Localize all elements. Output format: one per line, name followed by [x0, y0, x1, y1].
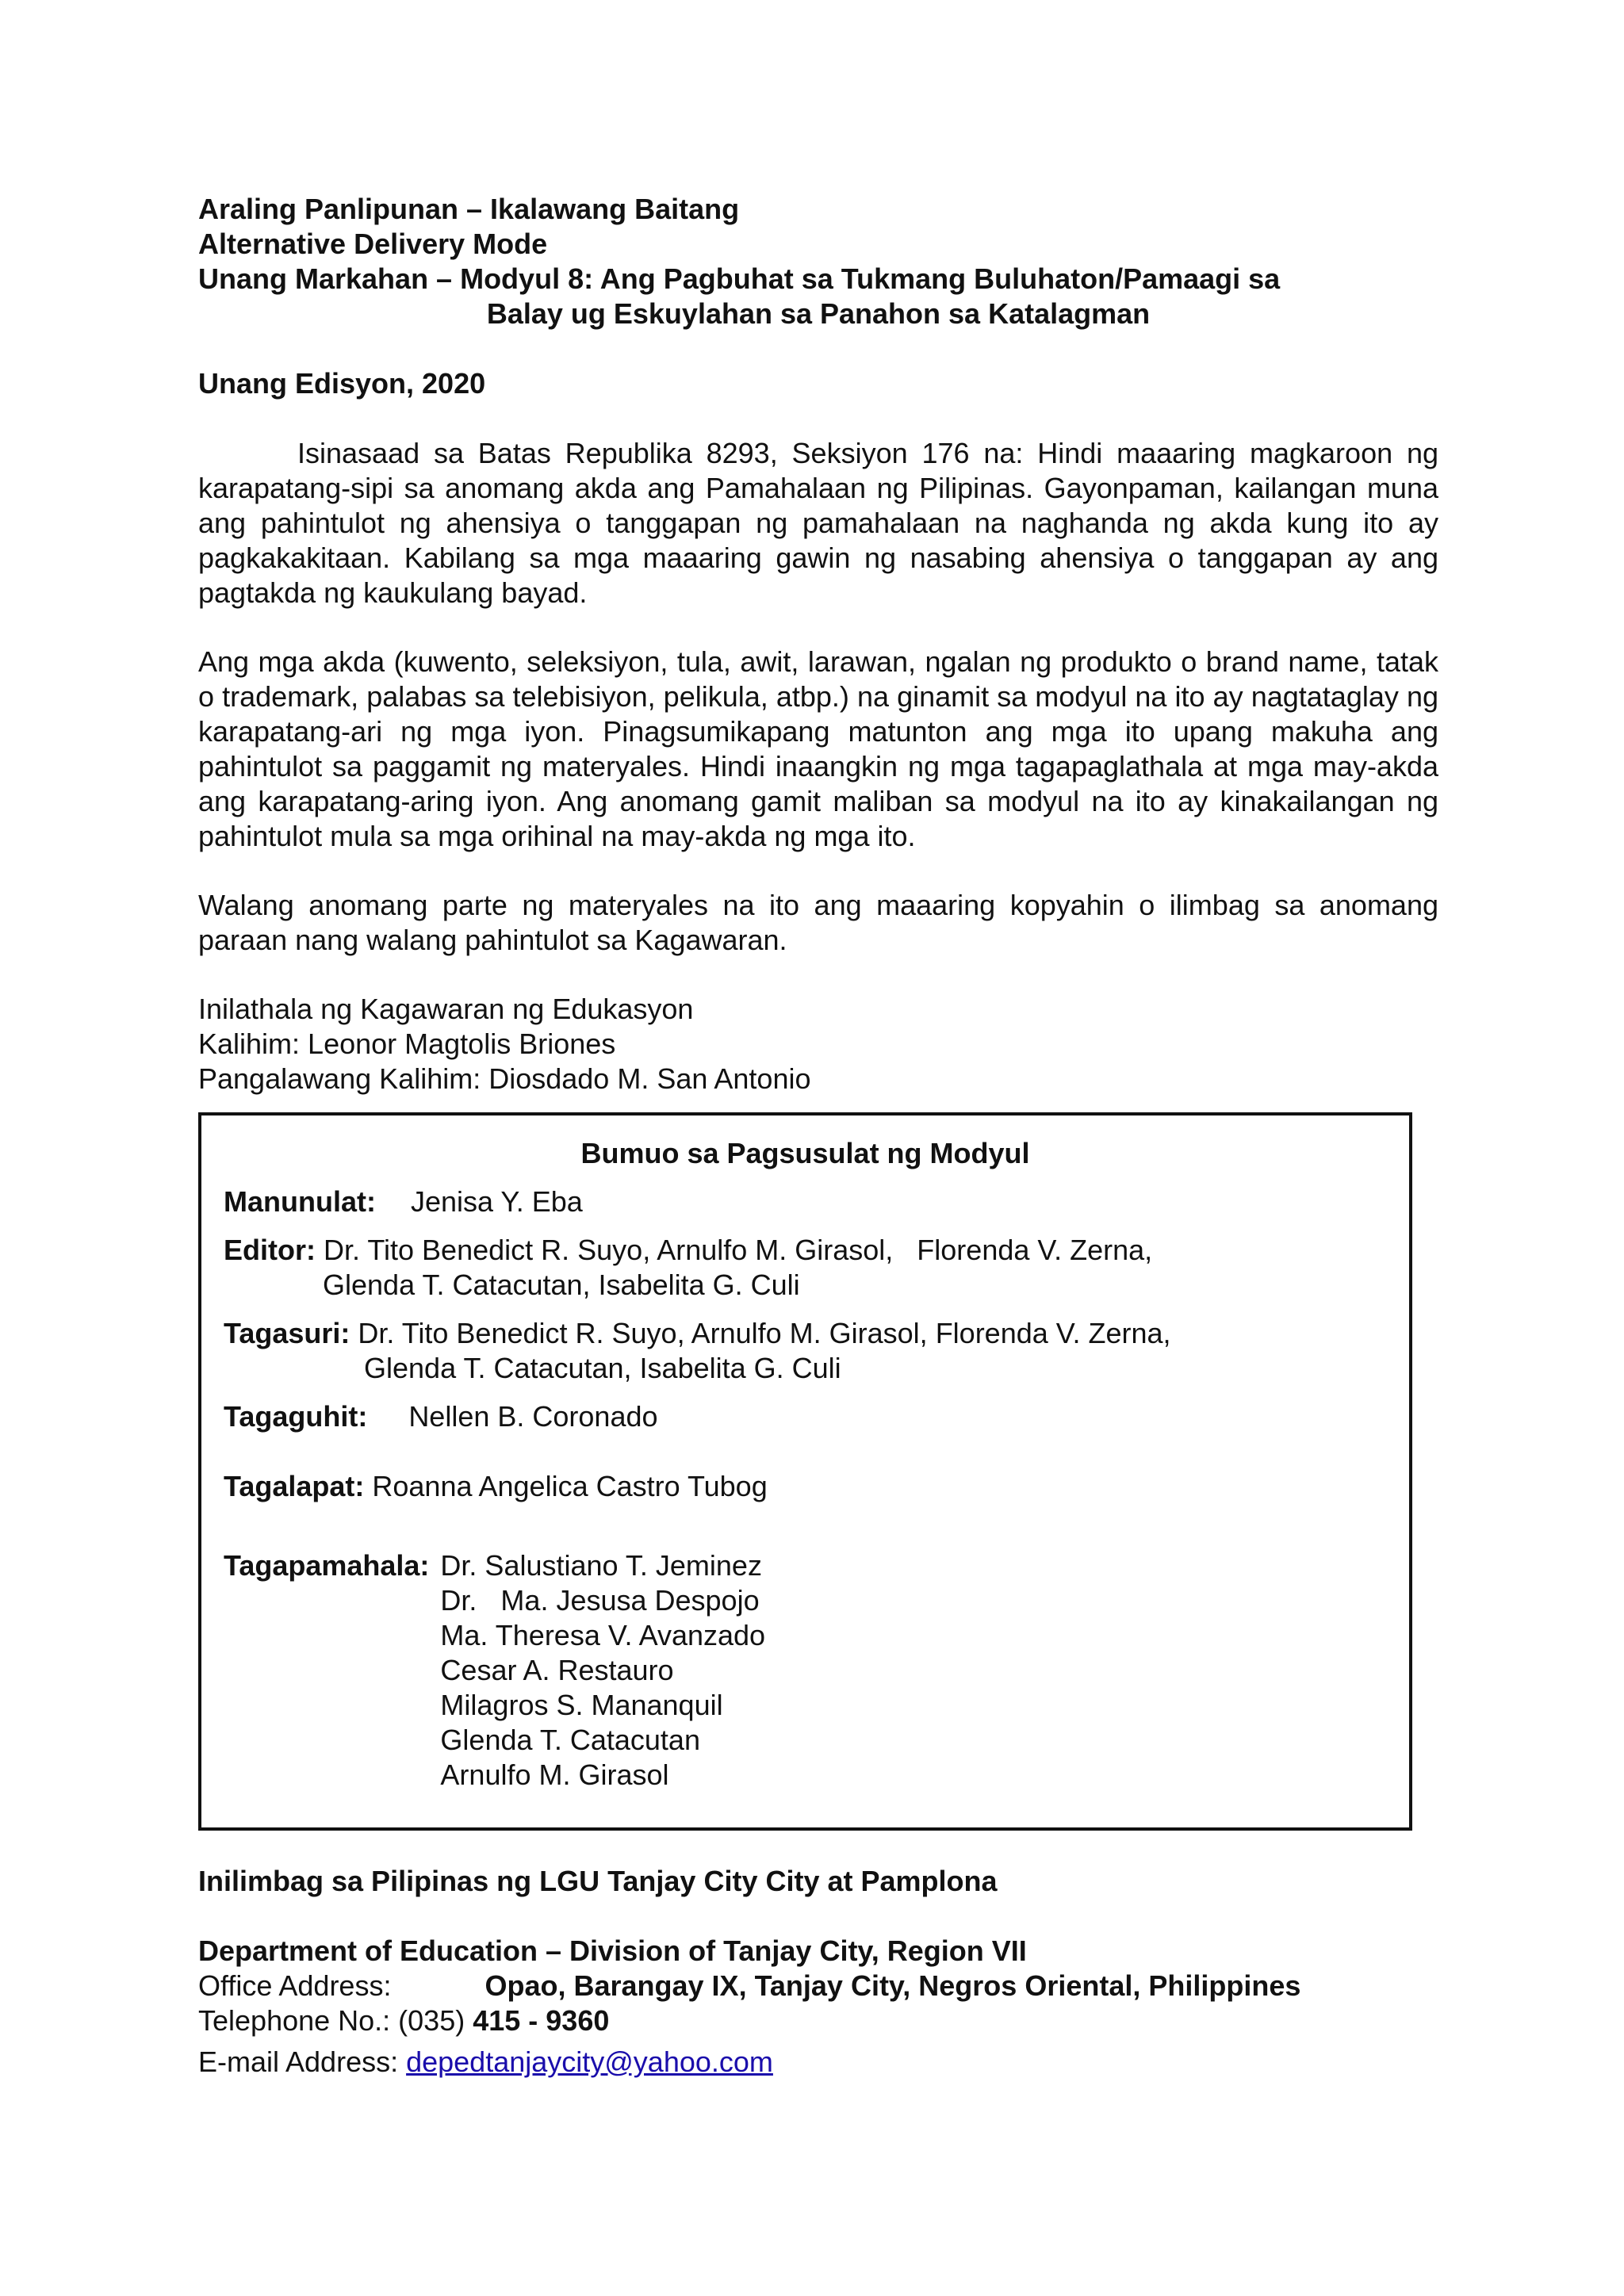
publisher-block: [198, 992, 1438, 1096]
email-row: [198, 2045, 1438, 2080]
writer-label: Manunulat:: [224, 1185, 376, 1218]
subject-title: Araling Panlipunan – Ikalawang Baitang: [198, 193, 740, 225]
phone-label: Telephone No.: (035): [198, 2004, 473, 2037]
office-value: Opao, Barangay IX, Tanjay City, Negros Oriental, Philippines: [485, 1969, 1301, 2002]
department-name: Department of Education – Division of Tanjay City, Region VII: [198, 1934, 1027, 1967]
layout-artist-row: [224, 1469, 1409, 1504]
module-title-line2: Balay ug Eskuylahan sa Panahon sa Katalagman: [486, 297, 1151, 330]
manager-name: Ma. Theresa V. Avanzado: [440, 1619, 766, 1651]
illustrator-name: Nellen B. Coronado: [408, 1400, 658, 1433]
development-team-box: [198, 1112, 1412, 1831]
managers-row: [224, 1548, 1409, 1793]
secretary-line: Kalihim: Leonor Magtolis Briones: [198, 1027, 616, 1060]
writer-name: Jenisa Y. Eba: [410, 1185, 583, 1218]
email-link[interactable]: depedtanjaycity@yahoo.com: [406, 2045, 773, 2078]
copyright-paragraph: Isinasaad sa Batas Republika 8293, Seksiyon 176 na: Hindi maaaring magkaroon ng karapatang-sipi sa anomang akda ang Pamahalaan ng Pilipinas. Gayonpaman, kailangan muna ang pahintulot ng ahensiya o tanggapan ng pamahalaan na naghanda ng akda kung ito ay pagkakakitaan. Kabilang sa mga maaaring gawin ng nasabing ahensiya o tanggapan ay ang pagtakda ng kaukulang bayad.: [198, 437, 1438, 609]
manager-name: Arnulfo M. Girasol: [440, 1758, 669, 1791]
illustrator-label: Tagaguhit:: [224, 1400, 368, 1433]
manager-name: Dr. Ma. Jesusa Despojo: [440, 1584, 760, 1617]
phone-value: 415 - 9360: [473, 2004, 610, 2037]
layout-label: Tagalapat:: [224, 1470, 365, 1502]
writer-row: [224, 1184, 1409, 1219]
document-page: [198, 192, 1438, 2080]
managers-list: [440, 1548, 765, 1793]
publisher-line: Inilathala ng Kagawaran ng Edukasyon: [198, 993, 694, 1025]
editor-names-1: Dr. Tito Benedict R. Suyo, Arnulfo M. Girasol, Florenda V. Zerna,: [324, 1234, 1153, 1266]
edition: Unang Edisyon, 2020: [198, 367, 486, 400]
department-block: [198, 1934, 1438, 2080]
email-label: E-mail Address:: [198, 2045, 407, 2078]
illustrator-row: [224, 1399, 1409, 1434]
manager-name: Cesar A. Restauro: [440, 1654, 674, 1686]
delivery-mode: Alternative Delivery Mode: [198, 228, 548, 260]
reviewer-names-2: Glenda T. Catacutan, Isabelita G. Culi: [364, 1352, 841, 1384]
office-label: Office Address:: [198, 1969, 392, 2002]
manager-name: Dr. Salustiano T. Jeminez: [440, 1549, 762, 1582]
manager-name: Milagros S. Mananquil: [440, 1689, 723, 1721]
module-title-line1: Unang Markahan – Modyul 8: Ang Pagbuhat sa Tukmang Buluhaton/Pamaagi sa: [198, 262, 1281, 295]
module-header: [198, 192, 1438, 331]
reproduction-paragraph: Walang anomang parte ng materyales na ito ang maaaring kopyahin o ilimbag sa anomang paraan nang walang pahintulot sa Kagawaran.: [198, 889, 1438, 956]
managers-label: Tagapamahala:: [224, 1549, 430, 1582]
office-address-row: [198, 1969, 1438, 2003]
editor-names-2: Glenda T. Catacutan, Isabelita G. Culi: [323, 1269, 800, 1301]
undersecretary-line: Pangalawang Kalihim: Diosdado M. San Antonio: [198, 1062, 811, 1095]
manager-name: Glenda T. Catacutan: [440, 1724, 700, 1756]
layout-name: Roanna Angelica Castro Tubog: [372, 1470, 768, 1502]
phone-row: [198, 2003, 1438, 2038]
box-title: Bumuo sa Pagsusulat ng Modyul: [580, 1137, 1030, 1169]
reviewer-row: [224, 1316, 1409, 1386]
trademark-paragraph: Ang mga akda (kuwento, seleksiyon, tula, awit, larawan, ngalan ng produkto o brand name, tatak o trademark, palabas sa telebisiyon, pelikula, atbp.) na ginamit sa modyul na ito ay nagtataglay ng karapatang-ari ng mga iyon. Pinagsumikapang matunton ang mga ito upang makuha ang pahintulot sa paggamit ng materyales. Hindi inaangkin ng mga tagapaglathala at mga may-akda ang karapatang-aring iyon. Ang anomang gamit maliban sa modyul na ito ay kinakailangan ng pahintulot mula sa mga orihinal na may-akda ng mga ito.: [198, 645, 1438, 852]
reviewer-names-1: Dr. Tito Benedict R. Suyo, Arnulfo M. Girasol, Florenda V. Zerna,: [358, 1317, 1171, 1349]
printed-by: Inilimbag sa Pilipinas ng LGU Tanjay City City at Pamplona: [198, 1865, 998, 1897]
editor-label: Editor:: [224, 1234, 316, 1266]
editor-row: [224, 1233, 1409, 1303]
reviewer-label: Tagasuri:: [224, 1317, 350, 1349]
